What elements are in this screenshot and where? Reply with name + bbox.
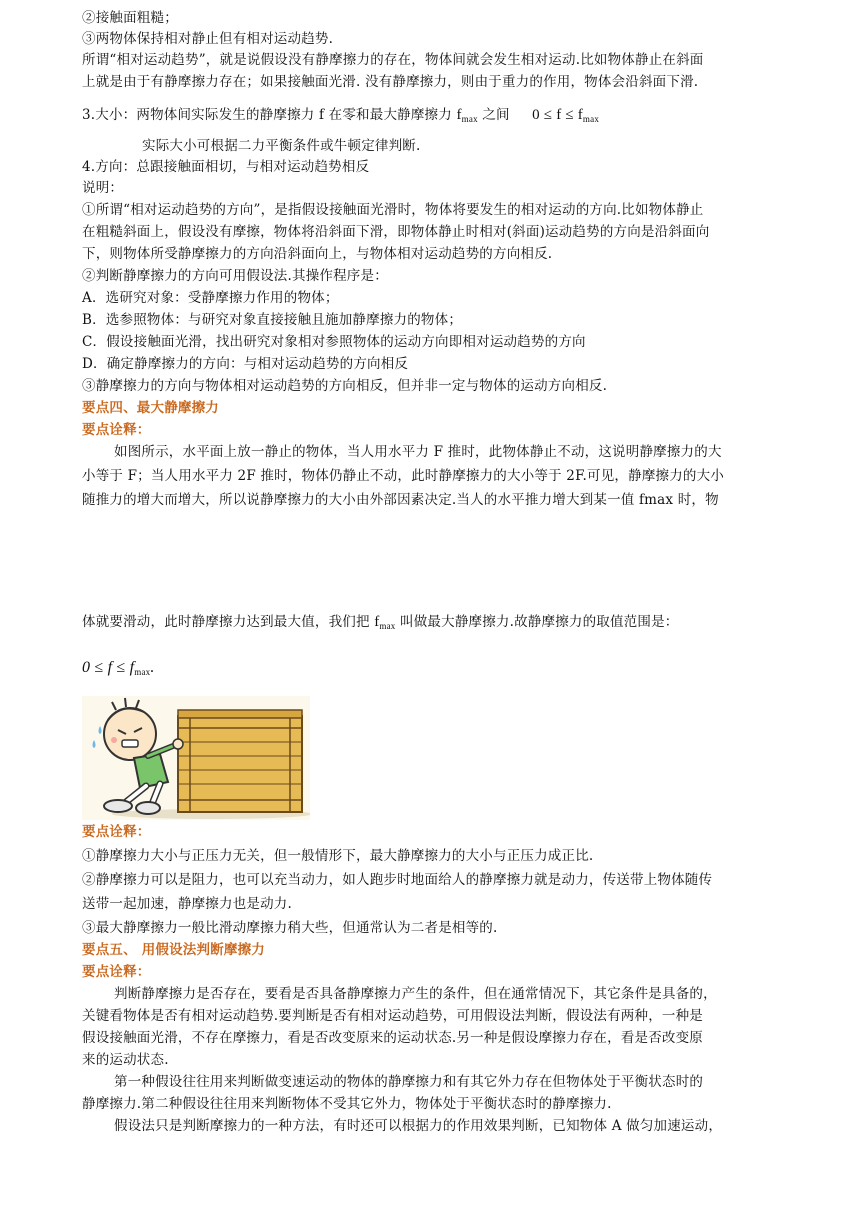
paragraph-line: 小等于 F；当人用水平力 2F 推时，物体仍静止不动，此时静摩擦力的大小等于 2F.可见，静摩擦力的大小 [82, 468, 725, 484]
section-heading-5: 要点五、 用假设法判断摩擦力 [82, 942, 265, 958]
paragraph-line: ①所谓“相对运动趋势的方向”，是指假设接触面光滑时，物体将要发生的相对运动的方向.比如物体静止 [82, 202, 704, 218]
paragraph-line: 关键看物体是否有相对运动趋势.要判断是否有相对运动趋势，可用假设法判断，假设法有两种，一种是 [82, 1008, 703, 1024]
fmax-symbol: $f_{max}$ [374, 614, 396, 631]
step-d: D．确定静摩擦力的方向：与相对运动趋势的方向相反 [82, 356, 409, 372]
paragraph-line: 所谓“相对运动趋势”，就是说假设没有静摩擦力的存在，物体间就会发生相对运动.比如物体静止在斜面 [82, 52, 704, 68]
paragraph-line: 第一种假设往往用来判断做变速运动的物体的静摩擦力和有其它外力存在但物体处于平衡状态时的 [114, 1074, 704, 1090]
person-pushing-crate-illustration [82, 696, 310, 820]
magnitude-note: 实际大小可根据二力平衡条件或牛顿定律判断. [142, 138, 421, 154]
key-points-heading: 要点诠释： [82, 964, 151, 980]
explanation-label: 说明： [82, 180, 124, 196]
magnitude-line [82, 105, 782, 129]
step-b: B．选参照物体：与研究对象直接接触且施加静摩擦力的物体； [82, 312, 463, 328]
paragraph-line: 随推力的增大而增大，所以说静摩擦力的大小由外部因素决定.当人的水平推力增大到某一值 fmax 时，物 [82, 492, 719, 508]
magnitude-between: 之间 [482, 107, 510, 123]
range-formula: $0 \le f \le f_{max}$. [82, 659, 155, 677]
paragraph-line: 如图所示，水平面上放一静止的物体，当人用水平力 F 推时，此物体静止不动，这说明静摩擦力的大 [114, 444, 722, 460]
note-1: ①静摩擦力大小与正压力无关，但一般情形下，最大静摩擦力的大小与正压力成正比. [82, 848, 594, 864]
direction-line: 4.方向：总跟接触面相切，与相对运动趋势相反 [82, 159, 370, 175]
step-c: C．假设接触面光滑，找出研究对象相对参照物体的运动方向即相对运动趋势的方向 [82, 334, 586, 350]
note-3: ③最大静摩擦力一般比滑动摩擦力稍大些，但通常认为二者是相等的. [82, 920, 498, 936]
section-heading-4: 要点四、最大静摩擦力 [82, 400, 219, 416]
fmax-symbol: $f_{max}$ [456, 107, 478, 124]
paragraph-line: ②判断静摩擦力的方向可用假设法.其操作程序是： [82, 268, 388, 284]
key-points-heading: 要点诠释： [82, 824, 151, 840]
magnitude-formula: $0 \le f \le f_{max}$ [532, 107, 600, 124]
paragraph-line: 假设法只是判断摩擦力的一种方法，有时还可以根据力的作用效果判断，已知物体 A 做匀加速运动， [114, 1118, 723, 1134]
paragraph-line: 静摩擦力.第二种假设往往用来判断物体不受其它外力，物体处于平衡状态时的静摩擦力. [82, 1096, 612, 1112]
paragraph-line: 在粗糙斜面上，假设没有摩擦，物体将沿斜面下滑，即物体静止时相对(斜面)运动趋势的方向是沿斜面向 [82, 224, 710, 240]
condition-rough-surface: ②接触面粗糙； [82, 10, 178, 26]
step-a: A．选研究对象：受静摩擦力作用的物体； [82, 290, 339, 306]
note-2-cont: 送带一起加速，静摩擦力也是动力. [82, 896, 292, 912]
paragraph-line: 上就是由于有静摩擦力存在；如果接触面光滑. 没有静摩擦力，则由于重力的作用，物体会沿斜面下滑. [82, 74, 699, 90]
paragraph-line: 来的运动状态. [82, 1052, 169, 1068]
magnitude-text: 3.大小：两物体间实际发生的静摩擦力 f 在零和最大静摩擦力 [82, 107, 452, 123]
crate-icon [178, 710, 302, 812]
condition-relative-rest: ③两物体保持相对静止但有相对运动趋势. [82, 31, 334, 47]
paragraph-line: ③静摩擦力的方向与物体相对运动趋势的方向相反，但并非一定与物体的运动方向相反. [82, 378, 608, 394]
paragraph-line: 假设接触面光滑，不存在摩擦力，看是否改变原来的运动状态.另一种是假设摩擦力存在，看是否改变原 [82, 1030, 703, 1046]
note-2: ②静摩擦力可以是阻力，也可以充当动力，如人跑步时地面给人的静摩擦力就是动力，传送带上物体随传 [82, 872, 713, 888]
paragraph-line-fmax: 体就要滑动，此时静摩擦力达到最大值，我们把 $f_{max}$ 叫做最大静摩擦力.故静摩擦力的取值范围是： [82, 614, 679, 631]
paragraph-line: 下，则物体所受静摩擦力的方向沿斜面向上，与物体相对运动趋势的方向相反. [82, 246, 553, 262]
key-points-heading: 要点诠释： [82, 422, 151, 438]
paragraph-line: 判断静摩擦力是否存在，要看是否具备静摩擦力产生的条件，但在通常情况下，其它条件是具备的， [114, 986, 717, 1002]
